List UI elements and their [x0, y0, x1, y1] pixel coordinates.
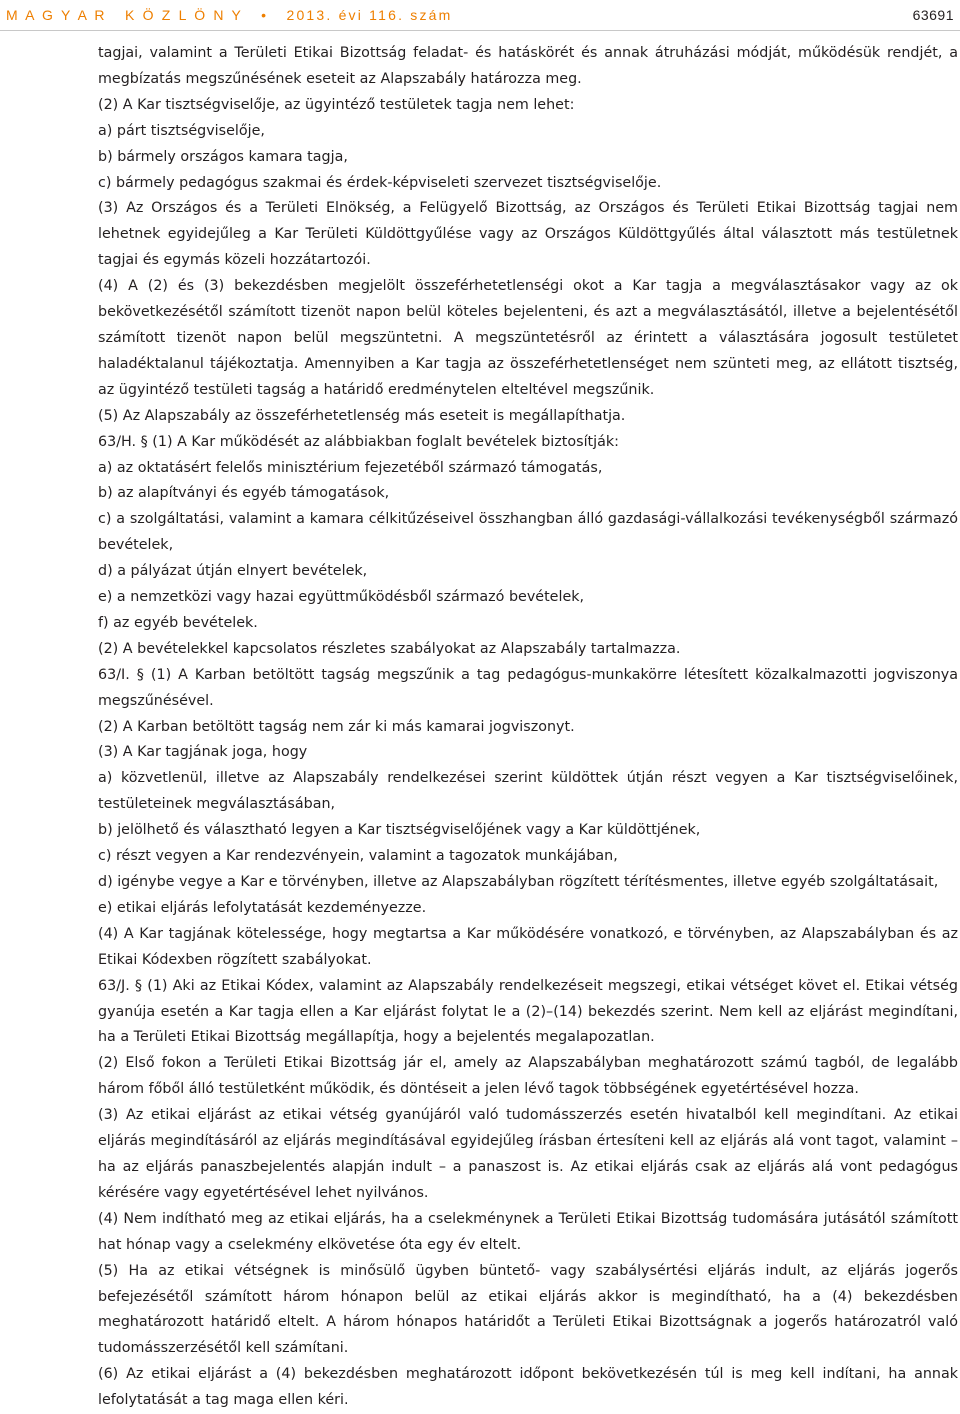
paragraph: (2) A bevételekkel kapcsolatos részletes szabályokat az Alapszabály tartalmazza. [98, 640, 681, 657]
document-body [98, 41, 958, 1414]
list-item: a) párt tisztségviselője, [98, 122, 265, 139]
list-item: f) az egyéb bevételek. [98, 614, 258, 631]
list-item: b) bármely országos kamara tagja, [98, 148, 348, 165]
list-item: d) igénybe vegye a Kar e törvényben, illetve az Alapszabályban rögzített térítésmentes, illetve egyéb szolgáltatásait, [98, 874, 939, 890]
section-paragraph: 63/I. § (1) A Karban betöltött tagság megszűnik a tag pedagógus-munkakörre létesített közalkalmazotti jogviszonya megszűnésével. [98, 666, 958, 709]
paragraph: (3) A Kar tagjának joga, hogy [98, 744, 308, 761]
paragraph: (4) Nem indítható meg az etikai eljárás, ha a cselekménynek a Területi Etikai Bizottság tudomására jutásától számított hat hónap vagy a cselekmény elkövetése óta egy év eltelt. [98, 1210, 958, 1253]
paragraph: (3) Az Országos és a Területi Elnökség, a Felügyelő Bizottság, az Országos és Területi Etikai Bizottság tagjai nem lehetnek egyidejűleg a Kar Területi Küldöttgyűlése vagy az Országos Küldöttgyűlés által választott más testületnek tagjai és egymás közeli hozzátartozói. [98, 200, 958, 269]
paragraph: (6) Az etikai eljárást a (4) bekezdésben meghatározott időpont bekövetkezésén túl is meg kell indítani, ha annak lefolytatását a tag maga ellen kéri. [98, 1366, 958, 1409]
paragraph: (3) Az etikai eljárást az etikai vétség gyanújáról való tudomásszerzés esetén hivatalból kell megindítani. Az etikai eljárás megindításáról az eljárás megindításával egyidejűleg írásban értesíteni kell az eljárás alá vont tagot, valamint – ha az eljárás panaszbejelentés alapján indult – a panaszost is. Az etikai eljárás csak az eljárás alá vont pedagógus kérésére vagy egyetértésével lehet nyilvános. [98, 1107, 958, 1201]
list-item: a) közvetlenül, illetve az Alapszabály rendelkezései szerint küldöttek útján részt vegyen a Kar tisztségviselőinek, testületeinek megválasztásában, [98, 770, 958, 813]
page-number: 63691 [912, 7, 954, 23]
paragraph: (5) Ha az etikai vétségnek is minősülő ügyben büntető- vagy szabálysértési eljárás indult, az eljárás jogerős befejezésétől számított három hónapon belül az etikai eljárás akkor is megindítható, ha a (4) bekezdésben meghatározott határidő eltelt. A három hónapos határidőt a Területi Etikai Bizottságnak a jogerős határozatról való tudomásszerzésétől kell számítani. [98, 1262, 958, 1357]
paragraph: (2) A Kar tisztségviselője, az ügyintéző testületek tagja nem lehet: [98, 96, 575, 113]
list-item: c) a szolgáltatási, valamint a kamara célkitűzéseivel összhangban álló gazdasági-vállalkozási tevékenységből származó bevételek, [98, 511, 958, 554]
list-item: d) a pályázat útján elnyert bevételek, [98, 563, 368, 580]
gazette-title: M A G Y A R K Ö Z L Ö N Y • 2013. évi 116. szám [6, 7, 453, 23]
section-paragraph: 63/J. § (1) Aki az Etikai Kódex, valamint az Alapszabály rendelkezéseit megszegi, etikai vétséget követ el. Etikai vétség gyanúja esetén a Kar tagja ellen a Kar eljárást folytat le a (2)–(14) bekezdés szerint. Nem kell az eljárást megindítani, ha a Területi Etikai Bizottság megállapítja, hogy a bejelentés megalapozatlan. [98, 977, 958, 1046]
list-item: e) a nemzetközi vagy hazai együttműködésből származó bevételek, [98, 589, 585, 606]
paragraph: (2) Első fokon a Területi Etikai Bizottság jár el, amely az Alapszabályban meghatározott számú tagból, de legalább három főből álló testületként működik, és döntéseit a jelen lévő tagok többségének egyetértésével hozza. [98, 1055, 958, 1098]
list-item: b) az alapítványi és egyéb támogatások, [98, 485, 390, 502]
paragraph: (2) A Karban betöltött tagság nem zár ki más kamarai jogviszonyt. [98, 718, 575, 735]
paragraph: (4) A Kar tagjának kötelessége, hogy megtartsa a Kar működésére vonatkozó, e törvényben, az Alapszabályban és az Etikai Kódexben rögzített szabályokat. [98, 925, 958, 968]
list-item: c) részt vegyen a Kar rendezvényein, valamint a tagozatok munkájában, [98, 848, 618, 865]
list-item: e) etikai eljárás lefolytatását kezdeményezze. [98, 899, 427, 916]
paragraph: tagjai, valamint a Területi Etikai Bizottság feladat- és hatáskörét és annak átruházási módját, működésük rendjét, a megbízatás megszűnésének eseteit az Alapszabály határozza meg. [98, 45, 958, 87]
list-item: b) jelölhető és választható legyen a Kar tisztségviselőjének vagy a Kar küldöttjének, [98, 822, 701, 839]
paragraph: (4) A (2) és (3) bekezdésben megjelölt összeférhetetlenségi okot a Kar tagja a megválasztásakor vagy az ok bekövetkezésétől számított tizenöt napon belül köteles bejelenteni, és azt a megválasztásától, illetve a bejelentésétől számított tizenöt napon belül megszüntetni. A megszüntetésről az érintett a választására jogosult testületet haladéktalanul tájékoztatja. Amennyiben a Kar tagja az összeférhetetlenséget nem szünteti meg, az ellátott tisztség, az ügyintéző testületi tagság a határidő eredménytelen elteltével megszűnik. [98, 278, 958, 398]
list-item: a) az oktatásért felelős minisztérium fejezetéből származó támogatás, [98, 459, 603, 476]
paragraph: (5) Az Alapszabály az összeférhetetlenség más eseteit is megállapíthatja. [98, 407, 626, 424]
list-item: c) bármely pedagógus szakmai és érdek-képviseleti szervezet tisztségviselője. [98, 174, 662, 191]
page-header [0, 0, 960, 31]
section-paragraph: 63/H. § (1) A Kar működését az alábbiakban foglalt bevételek biztosítják: [98, 433, 619, 450]
